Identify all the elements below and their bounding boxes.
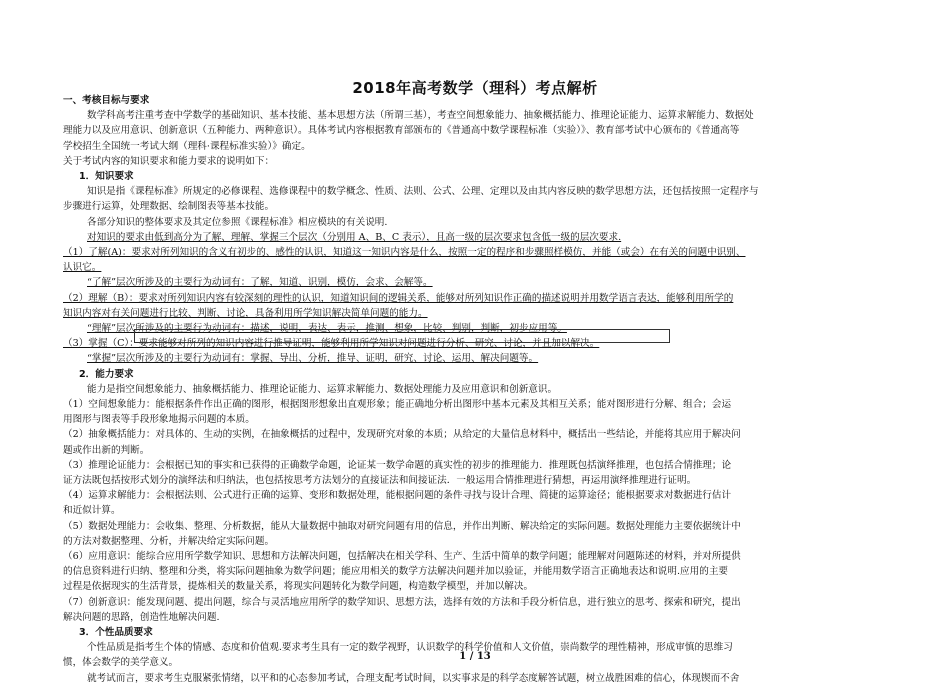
text-line: （2）理解（B）：要求对所列知识内容有较深刻的理性的认识，知道知识间的逻辑关系，能够对所列知识作正确的描述说明并用数学语言表达，能够利用所学的	[63, 292, 734, 304]
text-line: 的方法对数据整理、分析，并解决给定实际问题。	[63, 535, 275, 547]
text-line: （1）空间想象能力：能根据条件作出正确的图形，根据图形想象出直观形象；能正确地分析出图形中基本元素及其相互关系；能对图形进行分解、组合；会运	[63, 399, 732, 410]
text-line: （1）了解(A)：要求对所列知识的含义有初步的、感性的认识，知道这一知识内容是什么，按照一定的程序和步骤照样模仿，并能（或会）在有关的问题中识别、	[63, 247, 746, 258]
text-line: （3）掌握（C）：要求能够对所列的知识内容进行推导证明，能够利用所学知识对问题进行分析、研究、讨论，并且加以解决。	[63, 338, 600, 350]
text-line: “了解”层次所涉及的主要行为动词有：了解，知道、识别，模仿，会求、会解等。	[87, 277, 433, 289]
text-line: 和近似计算。	[63, 505, 121, 517]
text-line: 数学科高考注重考查中学数学的基础知识、基本技能、基本思想方法（所谓三基），考查空间想象能力、抽象概括能力、推理论证能力、运算求解能力、数据处	[87, 110, 754, 122]
text-line: 知识是指《课程标准》所规定的必修课程、选修课程中的数学概念、性质、法则、公式、公理、定理以及由其内容反映的数学思想方法，还包括按照一定程序与	[87, 186, 759, 198]
text-line: （2）抽象概括能力：对具体的、生动的实例，在抽象概括的过程中，发现研究对象的本质；从给定的大量信息材料中，概括出一些结论，并能将其应用于解决问	[63, 429, 741, 441]
text-line: （4）运算求解能力：会根据法则、公式进行正确的运算、变形和数据处理，能根据问题的条件寻找与设计合理、简捷的运算途径；能根据要求对数据进行估计	[63, 490, 732, 502]
text-line: 3．个性品质要求	[79, 627, 153, 638]
text-line: “理解”层次所涉及的主要行为动词有：描述，说明，表达、表示，推测、想象，比较、判别，判断，初步应用等。	[87, 323, 567, 334]
text-line: “掌握”层次所涉及的主要行为动词有：掌握、导出、分析，推导、证明，研究、讨论、运用、解决问题等。	[87, 353, 539, 365]
text-line: 解决问题的思路，创造性地解决问题.	[63, 611, 220, 623]
text-line: 用图形与图表等手段形象地揭示问题的本质。	[63, 414, 255, 426]
text-line: 就考试而言，要求考生克服紧张情绪，以平和的心态参加考试，合理支配考试时间，以实事求是的科学态度解答试题，树立战胜困难的信心，体现锲而不舍	[87, 672, 740, 684]
text-line: 一、考核目标与要求	[63, 95, 150, 106]
text-line: 证方法既包括按形式划分的演绎法和归纳法，也包括按思考方法划分的直接证法和间接证法．一般运用合情推理进行猜想，再运用演绎推理进行证明。	[63, 475, 697, 486]
text-line: 关于考试内容的知识要求和能力要求的说明如下：	[63, 155, 275, 167]
text-line: （5）数据处理能力：会收集、整理、分析数据，能从大量数据中抽取对研究问题有用的信息，并作出判断、解决给定的实际问题。数据处理能力主要依据统计中	[63, 520, 741, 532]
text-line: （6）应用意识：能综合应用所学数学知识、思想和方法解决问题，包括解决在相关学科、生产、生活中简单的数学问题；能理解对问题陈述的材料，并对所提供	[63, 551, 741, 562]
text-line: 知识内容对有关问题进行比较、判断、讨论，具备利用所学知识解决简单问题的能力。	[63, 307, 428, 319]
text-line: （3）推理论证能力：会根据已知的事实和已获得的正确数学命题，论证某一数学命题的真实性的初步的推理能力．推理既包括演绎推理，也包括合情推理；论	[63, 459, 732, 471]
text-line: 过程是依据现实的生活背景，提炼相关的数量关系，将现实问题转化为数学问题，构造数学模型，并加以解决。	[63, 581, 534, 593]
text-line: 2．能力要求	[79, 368, 134, 380]
text-line: 理能力以及应用意识、创新意识（五种能力、两种意识）。具体考试内容根据教育部颁布的《普通高中数学课程标准（实验）》、教育部考试中心颁布的《普通高等	[63, 125, 740, 137]
highlight-box	[134, 329, 670, 343]
text-line: 步骤进行运算，处理数据、绘制图表等基本技能。	[63, 201, 275, 213]
page-number: 1 / 13	[459, 651, 491, 662]
text-line: 各部分知识的整体要求及其定位参照《课程标准》相应模块的有关说明.	[87, 216, 388, 228]
text-line: 1．知识要求	[79, 171, 134, 182]
text-line: 个性品质是指考生个体的情感、态度和价值观.要求考生具有一定的数学视野，认识数学的科学价值和人文价值，崇尚数学的理性精神，形成审慎的思维习	[87, 642, 733, 654]
text-line: 学校招生全国统一考试大纲（理科·课程标准实验）》确定。	[63, 140, 311, 152]
document-title: 2018年高考数学（理科）考点解析	[352, 79, 598, 97]
text-line: 对知识的要求由低到高分为了解、理解、掌握三个层次（分别用 A、B、C 表示），且高一级的层次要求包含低一级的层次要求.	[87, 231, 622, 243]
text-line: 能力是指空间想象能力、抽象概括能力、推理论证能力、运算求解能力、数据处理能力及应用意识和创新意识。	[87, 383, 558, 395]
text-line: 惯，体会数学的美学意义。	[63, 657, 179, 669]
text-line: 的信息资料进行归纳、整理和分类，将实际问题抽象为数学问题；能应用相关的数学方法解决问题并加以验证，并能用数学语言正确地表达和说明.应用的主要	[63, 566, 729, 578]
text-line: 认识它。	[63, 262, 102, 274]
text-line: 题或作出新的判断。	[63, 444, 150, 456]
text-line: （7）创新意识：能发现问题、提出问题，综合与灵活地应用所学的数学知识、思想方法，选择有效的方法和手段分析信息，进行独立的思考、探索和研究，提出	[63, 596, 741, 608]
